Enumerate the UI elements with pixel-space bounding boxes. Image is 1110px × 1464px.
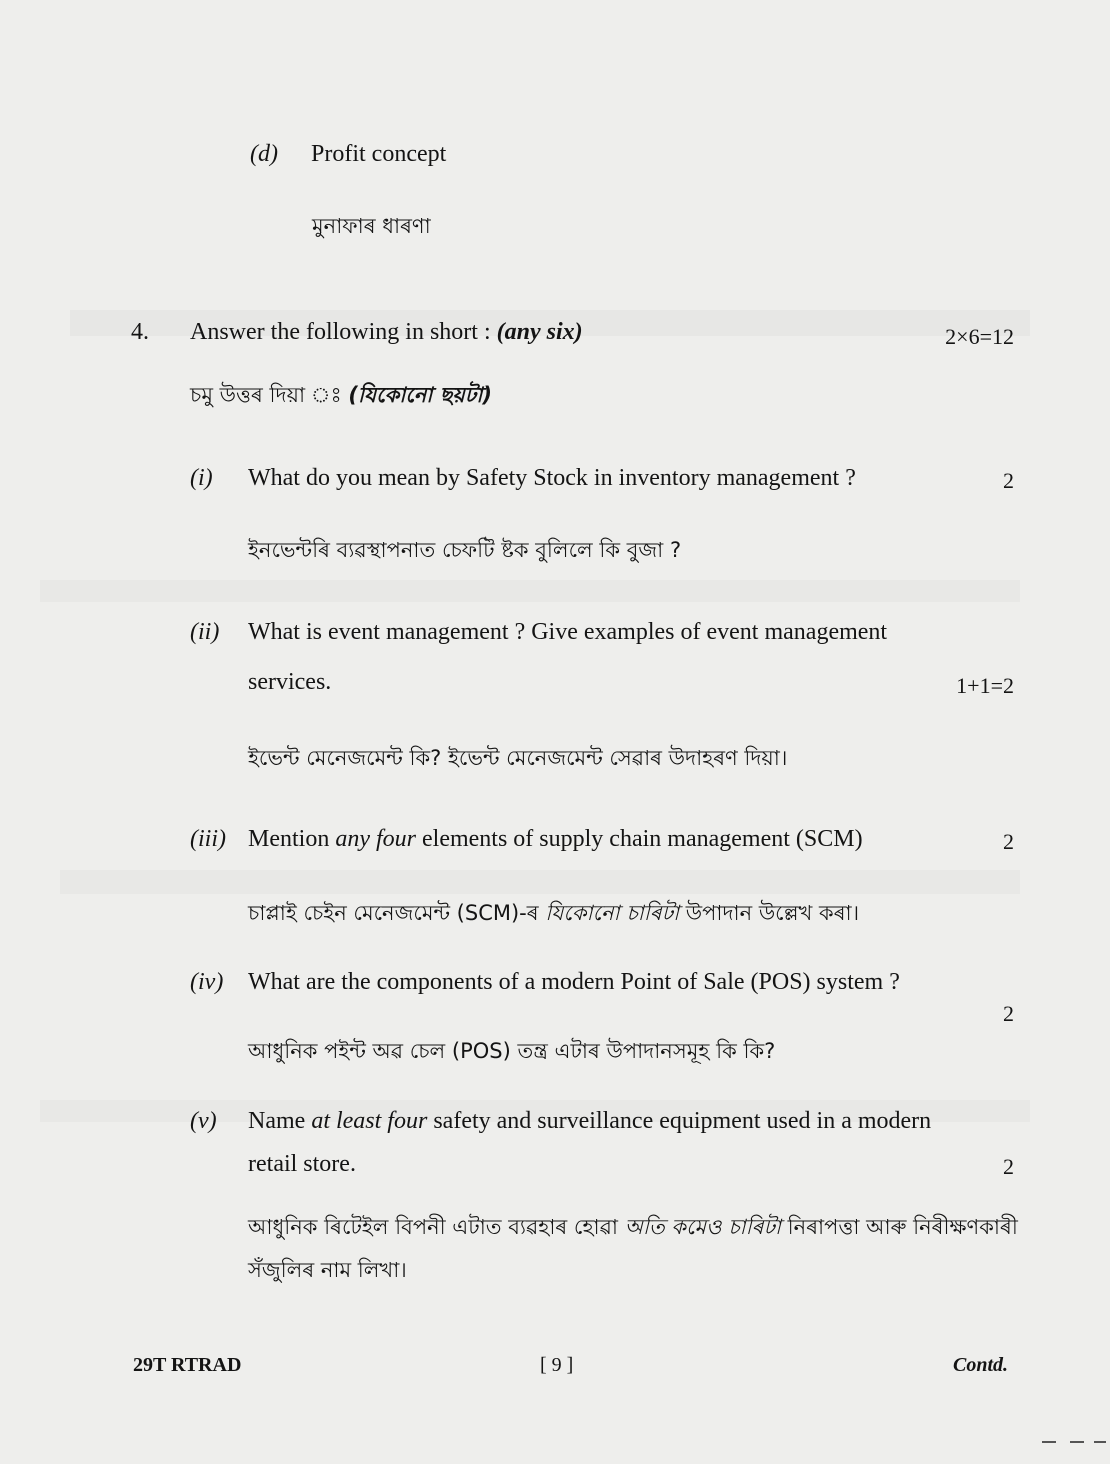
q4-iii-marks: 2 bbox=[1003, 829, 1014, 854]
q4-instruction-emphasis: (any six) bbox=[496, 319, 583, 345]
q4-ii-marks: 1+1=2 bbox=[956, 673, 1014, 698]
q4-i-text: What do you mean by Safety Stock in inventory management ? bbox=[248, 465, 856, 491]
q3-d-text: Profit concept bbox=[311, 141, 447, 167]
q4-v-assamese-pre: আধুনিক ৰিটেইল বিপনী এটাত ব্যৱহাৰ হোৱা bbox=[248, 1215, 625, 1239]
q4-v-assamese-line2: সঁজুলিৰ নাম লিখা। bbox=[248, 1258, 407, 1282]
q4-instruction-text: Answer the following in short : bbox=[190, 319, 497, 345]
q4-iii-assamese bbox=[248, 901, 859, 926]
q4-v-text-post: safety and surveillance equipment used in a modern bbox=[427, 1108, 932, 1134]
q4-i-marks: 2 bbox=[1003, 468, 1014, 493]
q4-v-label: (v) bbox=[190, 1108, 217, 1134]
q4-ii-text-line2: services. bbox=[248, 669, 332, 695]
q4-iii-assamese-emphasis: যিকোনো চাৰিটা bbox=[545, 901, 680, 925]
q4-v-text-line2: retail store. bbox=[248, 1151, 356, 1177]
q4-number: 4. bbox=[131, 319, 149, 345]
q4-ii-label: (ii) bbox=[190, 619, 220, 645]
q4-iv-text: What are the components of a modern Point of Sale (POS) system ? bbox=[248, 969, 900, 995]
q4-iv-marks: 2 bbox=[1003, 1001, 1014, 1026]
q4-i-assamese: ইনভেন্টৰি ব্যৱস্থাপনাত চেফটি ষ্টক বুলিলে কি বুজা ? bbox=[248, 538, 682, 562]
q4-iii-text bbox=[248, 825, 863, 854]
q4-iii-assamese-post: উপাদান উল্লেখ কৰা। bbox=[679, 901, 860, 925]
q4-marks: 2×6=12 bbox=[945, 324, 1014, 349]
q4-iii-label: (iii) bbox=[190, 826, 226, 852]
page-number: [ 9 ] bbox=[540, 1354, 574, 1376]
show-through-shadow bbox=[40, 580, 1020, 602]
q4-iii-text-emphasis: any four bbox=[335, 826, 416, 852]
q4-v-marks: 2 bbox=[1003, 1154, 1014, 1179]
scan-edge-mark bbox=[1094, 1441, 1106, 1443]
q4-v-text-emphasis: at least four bbox=[311, 1108, 428, 1134]
q4-v-assamese-emphasis: অতি কমেও চাৰিটা bbox=[624, 1215, 781, 1239]
q4-v-text-pre: Name bbox=[248, 1108, 312, 1134]
q4-ii-text-line1: What is event management ? Give examples of event management bbox=[248, 619, 888, 645]
q3-d-assamese: মুনাফাৰ ধাৰণা bbox=[312, 214, 431, 238]
q4-iv-label: (iv) bbox=[190, 969, 224, 995]
q4-v-assamese-line1 bbox=[248, 1215, 1018, 1240]
q4-instruction-assamese-text: চমু উত্তৰ দিয়া ঃ bbox=[190, 383, 349, 407]
scan-edge-mark bbox=[1042, 1441, 1056, 1443]
continued-label: Contd. bbox=[953, 1354, 1009, 1376]
paper-code: 29T RTRAD bbox=[133, 1354, 242, 1376]
scan-edge-mark bbox=[1070, 1441, 1084, 1443]
q4-i-label: (i) bbox=[190, 465, 213, 491]
q4-iii-assamese-pre: চাপ্লাই চেইন মেনেজমেন্ট (SCM)-ৰ bbox=[248, 901, 546, 925]
q3-d-label: (d) bbox=[250, 141, 278, 167]
q4-iii-text-pre: Mention bbox=[248, 826, 336, 852]
show-through-shadow bbox=[60, 870, 1020, 894]
q4-instruction bbox=[190, 318, 583, 347]
q4-ii-assamese: ইভেন্ট মেনেজমেন্ট কি? ইভেন্ট মেনেজমেন্ট সেৱাৰ উদাহৰণ দিয়া। bbox=[248, 746, 788, 770]
q4-v-assamese-post: নিৰাপত্তা আৰু নিৰীক্ষণকাৰী bbox=[780, 1215, 1018, 1239]
q4-iv-assamese: আধুনিক পইন্ট অৱ চেল (POS) তন্ত্ৰ এটাৰ উপাদানসমূহ কি কি? bbox=[248, 1039, 776, 1063]
q4-instruction-assamese bbox=[190, 383, 492, 408]
q4-v-text bbox=[248, 1107, 931, 1136]
q4-instruction-assamese-emphasis: (যিকোনো ছয়টা) bbox=[348, 383, 492, 407]
q4-iii-text-post: elements of supply chain management (SCM) bbox=[416, 826, 863, 852]
